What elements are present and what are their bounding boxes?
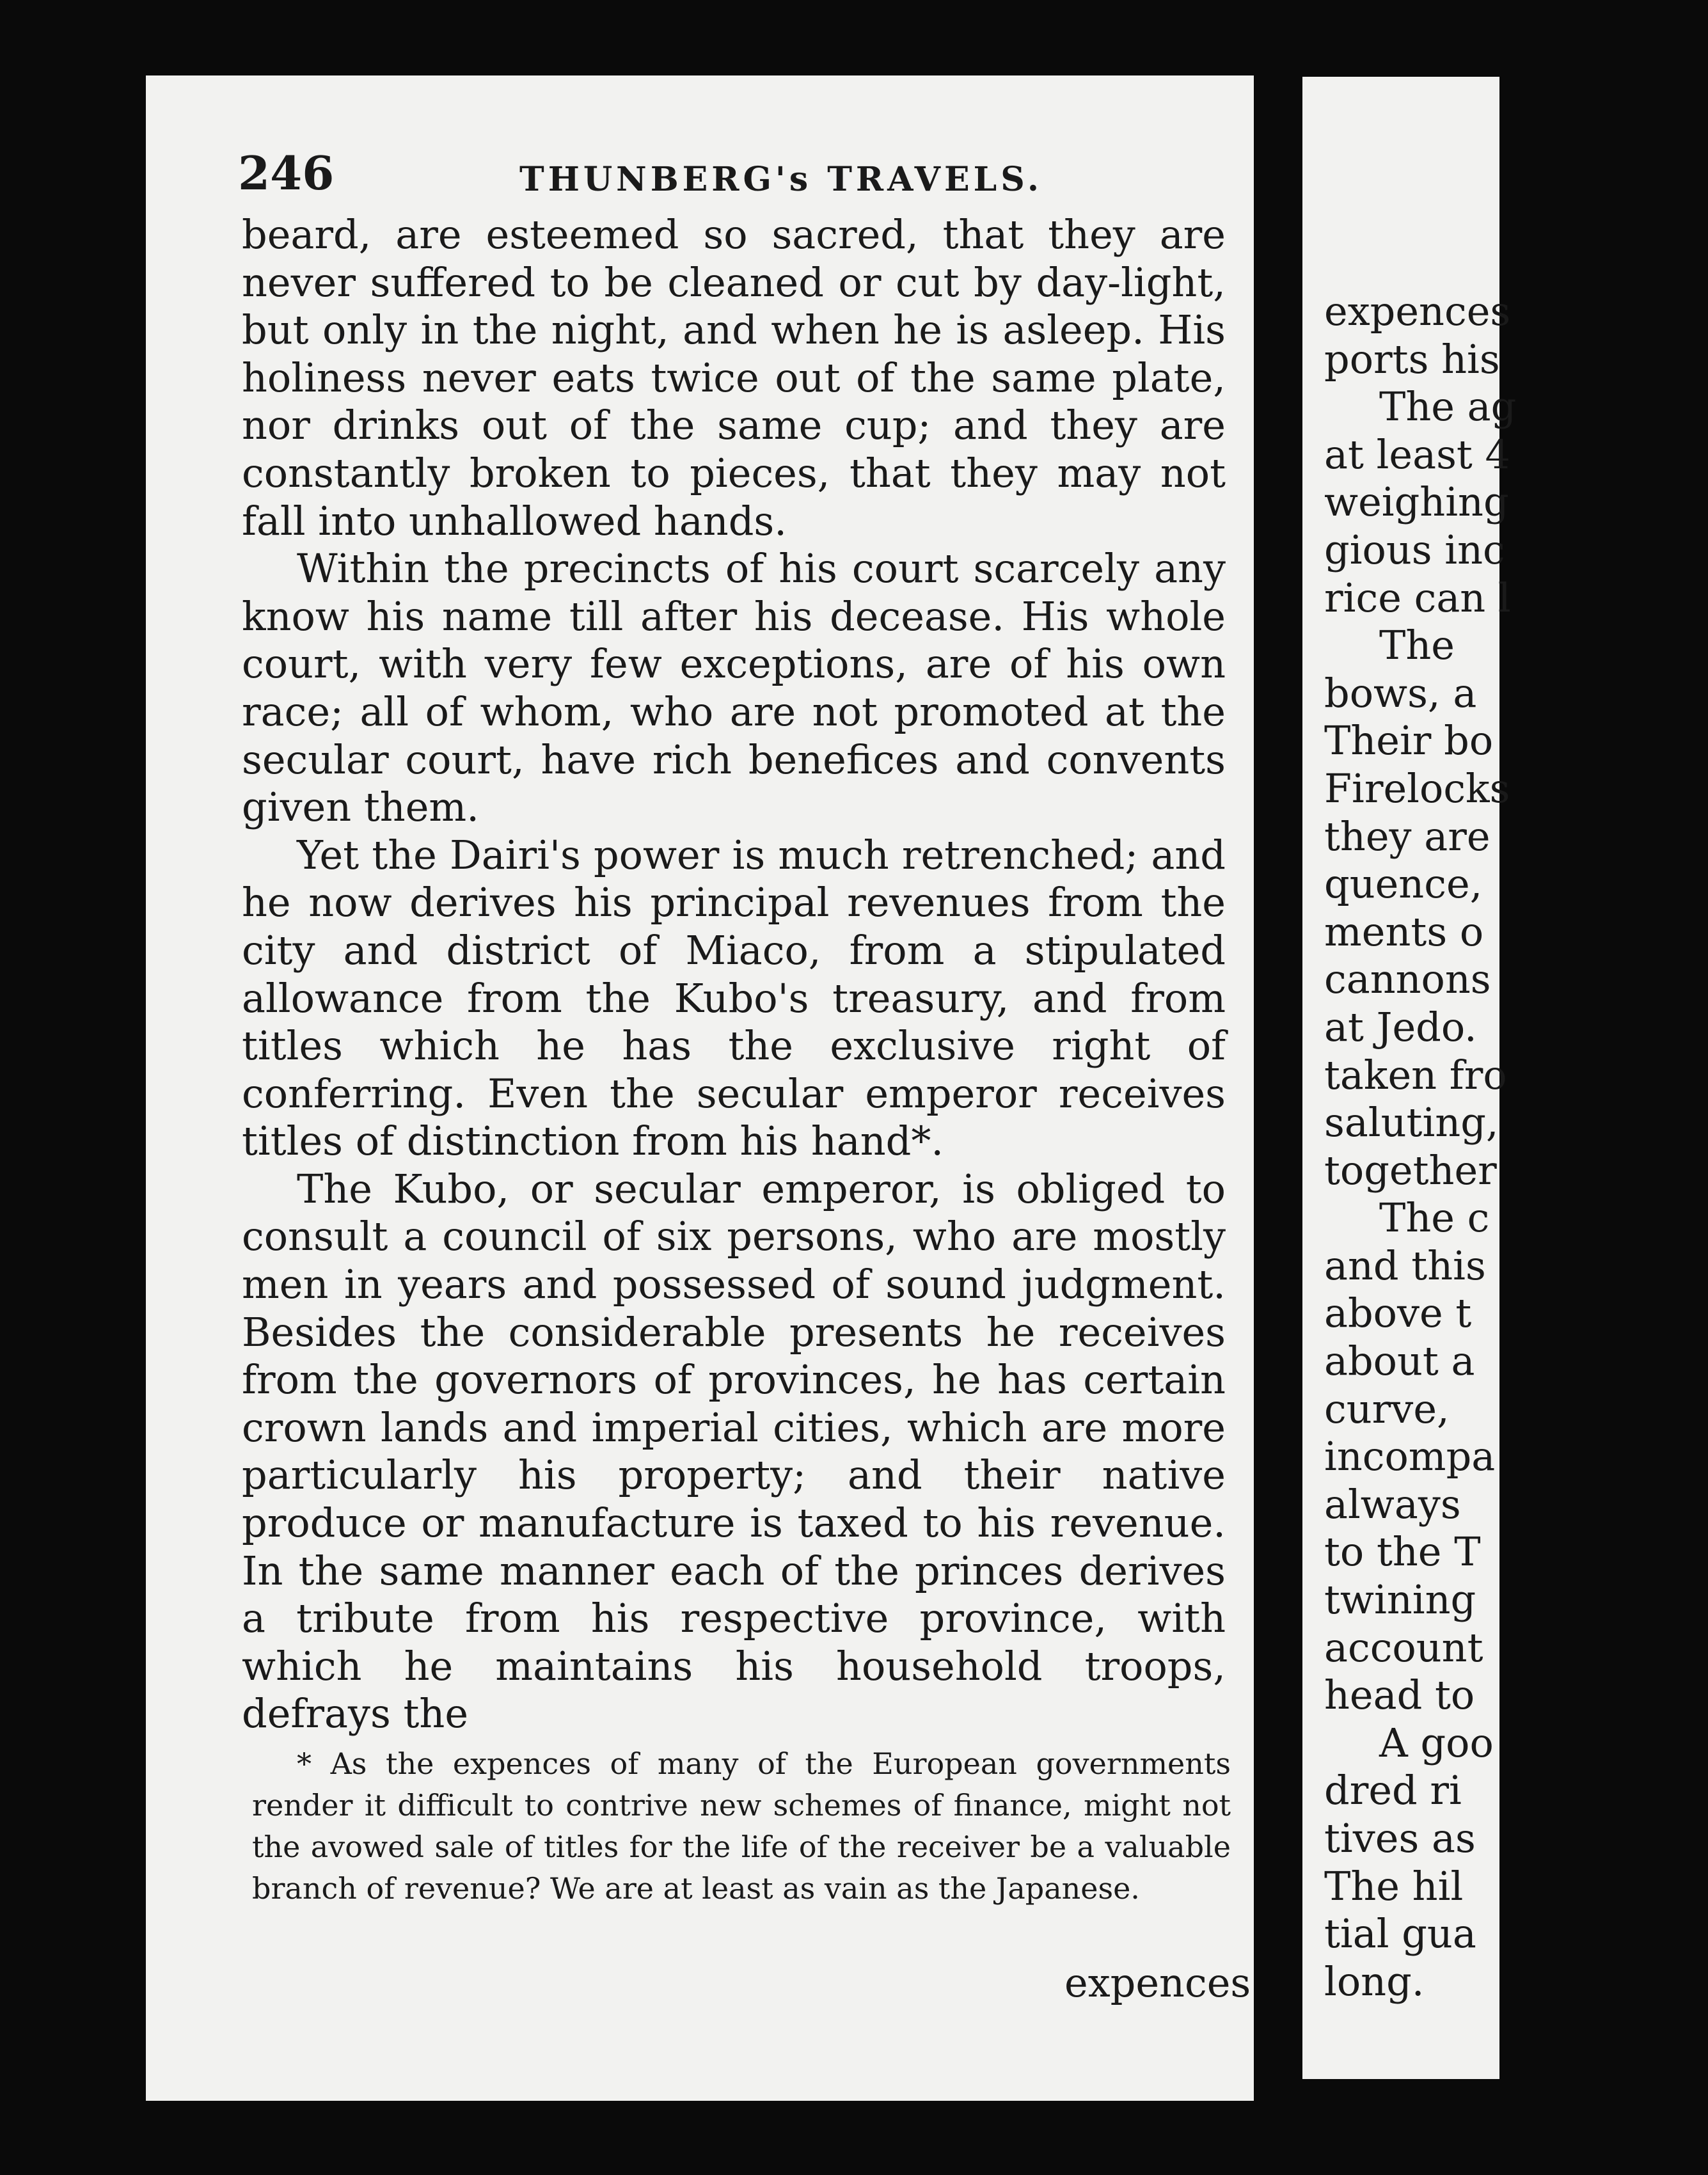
page-header <box>238 146 1236 203</box>
facing-page-line: to the T <box>1324 1528 1481 1576</box>
main-text <box>242 211 1226 1738</box>
page-number: 246 <box>238 146 335 200</box>
facing-page-line: rice can l <box>1324 574 1511 621</box>
facing-page-line: twining <box>1324 1576 1476 1624</box>
facing-page-line: tial gua <box>1324 1910 1476 1957</box>
footnote-text: * As the expences of many of the European governments render it difficult to contrive new schemes of finance, might not the avowed sale of titles for the life of the receiver be a valuable branch of revenue? We are at least as vain as the Japanese. <box>252 1746 1231 1906</box>
paragraph: beard, are esteemed so sacred, that they are never suffered to be cleaned or cut by day-light, but only in the night, and when he is asleep. His holiness never eats twice out of the same plate, nor drinks out of the same cup; and they are constantly broken to pieces, that they may not fall into unhallowed hands. <box>242 211 1226 544</box>
facing-page-line: expences <box>1324 288 1511 335</box>
facing-page-line: head to <box>1324 1672 1475 1719</box>
facing-page-line: together <box>1324 1146 1497 1194</box>
facing-page-line: The ag <box>1379 383 1517 431</box>
catchword: expences <box>1064 1959 1251 2006</box>
paragraph: Within the precincts of his court scarcely any know his name till after his decease. His whole court, with very few exceptions, are of his own race; all of whom, who are not promoted at the secular court, have rich benefices and convents given them. <box>242 545 1226 831</box>
paragraph: The Kubo, or secular emperor, is obliged to consult a council of six persons, who are mostly men in years and possessed of sound judgment. Besides the considerable presents he receives from the governors of provinces, he has certain crown lands and imperial cities, which are more particularly his property; and their native produce or manufacture is taxed to his revenue. In the same manner each of the princes derives a tribute from his respective province, with which he maintains his household troops, defrays the <box>242 1165 1226 1737</box>
facing-page-text <box>1324 288 1708 2005</box>
facing-page-line: weighing <box>1324 478 1509 526</box>
facing-page-line: they are <box>1324 812 1491 860</box>
facing-page-line: The c <box>1379 1194 1490 1242</box>
facing-page-line: long. <box>1324 1957 1425 2005</box>
facing-page-line: ments o <box>1324 908 1484 955</box>
facing-page-line: ports his <box>1324 335 1500 383</box>
facing-page-line: always <box>1324 1480 1461 1528</box>
facing-page-line: and this <box>1324 1242 1486 1289</box>
facing-page-line: A goo <box>1379 1719 1494 1766</box>
facing-page-line: curve, <box>1324 1385 1450 1432</box>
facing-page-line: The hil <box>1324 1862 1464 1910</box>
running-title: THUNBERG's TRAVELS. <box>519 160 1043 199</box>
facing-page-line: above t <box>1324 1290 1472 1337</box>
facing-page-line: incompa <box>1324 1433 1496 1480</box>
facing-page-line: about a <box>1324 1338 1475 1385</box>
facing-page-line: at Jedo. <box>1324 1003 1477 1050</box>
facing-page-line: gious inc <box>1324 526 1505 573</box>
facing-page-line: The <box>1379 622 1455 669</box>
facing-page-line: tives as <box>1324 1815 1476 1862</box>
facing-page-text-area <box>1302 77 1517 2079</box>
facing-page-line: saluting, <box>1324 1099 1499 1146</box>
footnote <box>252 1743 1231 1910</box>
facing-page-line: cannons <box>1324 956 1491 1003</box>
facing-page-line: quence, <box>1324 860 1483 908</box>
facing-page-line: bows, a <box>1324 669 1477 716</box>
facing-page-line: taken fro <box>1324 1051 1507 1098</box>
facing-page-line: dred ri <box>1324 1767 1462 1814</box>
facing-page-line: at least 4 <box>1324 431 1510 478</box>
facing-page-line: Their bo <box>1324 717 1494 764</box>
paragraph: Yet the Dairi's power is much retrenched; and he now derives his principal revenues from the city and district of Miaco, from a stipulated allowance from the Kubo's treasury, and from titles which he has the exclusive right of conferring. Even the secular emperor receives titles of distinction from his hand*. <box>242 831 1226 1165</box>
facing-page-line: account <box>1324 1624 1483 1671</box>
facing-page-line: Firelocks <box>1324 764 1510 812</box>
